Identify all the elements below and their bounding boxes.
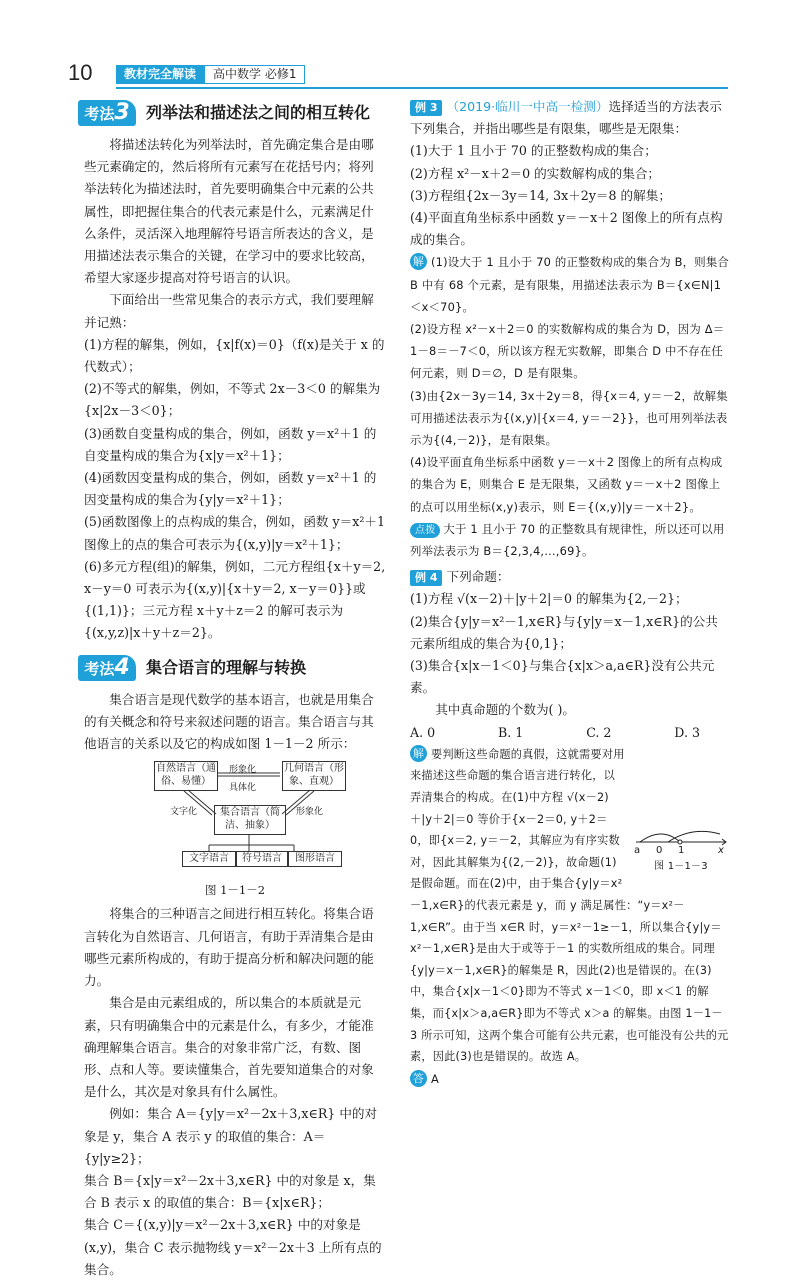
m3-item: (1)方程的解集，例如，{x|f(x)＝0}（f(x)是关于 x 的代数式）； [84,336,385,375]
m4-example-2: 集合 B＝{x|y＝x²－2x＋3,x∈R} 中的对象是 x，集合 B 表示 x 的取值的集合：B＝{x|x∈R}； [84,1172,376,1211]
text-language-box: 文字语言 [182,851,236,867]
example-3-label: 例 3 [410,100,442,116]
ex4-question: 其中真命题的个数为( )。 [435,702,575,718]
arrow-label-right: 形象化 [296,807,324,818]
method4-badge: 考法4 [78,655,136,681]
set-language-box: 集合语言（简洁、抽象） [214,805,286,835]
m3-item-6: (6)多元方程(组)的解集，例如，二元方程组{x＋y＝2, x－y＝0 可表示为{(x,y)|{x＋y＝2, x－y＝0}}或{(1,1)}；三元方程 x＋y＋z＝2 的解可表示为{(x,y,z)|x＋y＋z＝2}。 [84,558,386,641]
method3-title: 列举法和描述法之间的相互转化 [146,103,371,122]
ex4-item: (1)方程 √(x－2)＋|y＋2|＝0 的解集为{2,－2}； [410,591,688,607]
ex4-item: (3)集合{x|x－1＜0}与集合{x|x＞a,a∈R}没有公共元素。 [410,658,715,696]
m4-example-3: 集合 C＝{(x,y)|y＝x²－2x＋3,x∈R} 中的对象是(x,y)，集合 C 表示抛物线 y＝x²－2x＋3 上所有点的集合。 [84,1217,382,1277]
m3-paragraph-2: 下面给出一些常见集合的表示方式，我们要理解并记熟： [84,292,374,330]
m3-item: (3)函数自变量构成的集合，例如，函数 y＝x²＋1 的自变量构成的集合为{x|y＝x²＋1}； [84,425,377,463]
ex3-solution-step: (2)设方程 x²－x＋2＝0 的实数解构成的集合为 D，因为 Δ＝1－8＝－7＜0，所以该方程无实数解，即集合 D 中不存在任何元素，则 D＝∅，D 是有限集。 [410,322,725,381]
nl-label-zero: 0 [656,844,663,856]
ex3-solution-step: (3)由{2x－3y＝14, 3x＋2y＝8，得{x＝4, y＝－2，故解集可用描述法表示为{(x,y)|{x＝4, y＝－2}}，也可用列举法表示为{(4,－2)}，是有限集。 [410,388,728,448]
ex4-item: (2)集合{y|y＝x²－1,x∈R}与{y|y＝x－1,x∈R}的公共元素所组成的集合为{0,1}； [410,613,718,651]
solution-mark: 解 [410,745,427,762]
ex3-item: (4)平面直角坐标系中函数 y＝－x＋2 图像上的所有点构成的集合。 [410,210,723,248]
m4-example-1: 例如：集合 A＝{y|y＝x²－2x＋3,x∈R} 中的对象是 y，集合 A 表示 y 的取值的集合：A＝{y|y≥2}； [84,1106,378,1166]
number-line-figure [632,824,730,874]
example-3-solution: 解 (1)设大于 1 且小于 70 的正整数构成的集合为 B，则集合 B 中有 68 个元素，是有限集，用描述法表示为 B＝{x∈N|1＜x＜70}。 (2)设方程 x²－x＋2＝0 的实数解构成的集合为 D，因为 Δ＝1－8＝－7＜0，所以该方程无实数解，即集合 D 中不存在任何元素，则 D＝∅，D 是有限集。 (3)由{2x－3y＝14, 3x＋2y＝8，得{x＝4, y＝－2，故解集可用描述法表示为{(x,y)|{x＝4, y＝－2}}，也可用列举法表示为{(4,－2)}，是有限集。 (4)设平面直角坐标系中函数 y＝－x＋2 图像上的所有点构成的集合为 E，则集合 E 是无限集，又函数 y＝－x＋2 图像上的点可以用坐标(x,y)表示，则 E＝{(x,y)|y＝－x＋2}。 点拨 大于 1 且小于 70 的正整数具有规律性，所以还可以用列举法表示为 B＝{2,3,4,…,69}。 [410,255,730,559]
right-column [410,96,730,1090]
nl-label-one: 1 [678,844,685,856]
book-title-tag: 教材完全解读 [116,65,204,84]
ex4-answer: A [431,1071,439,1086]
m4-paragraph-2: 将集合的三种语言之间进行相互转化。将集合语言转化为自然语言、几何语言，有助于弄清集合是由哪些元素所构成的，有助于提高分析和解决问题的能力。 [84,906,374,989]
choice-c: C. 2 [586,724,612,740]
figure-caption-1-1-3: 图 1－1－3 [654,860,708,872]
language-diagram [84,759,386,877]
example-4-label: 例 4 [410,570,442,586]
m3-paragraph-1: 将描述法转化为列举法时，首先确定集合是由哪些元素确定的，然后将所有元素写在花括号内；将列举法转化为描述法时，首先要明确集合中元素的公共属性，即把握住集合的代表元素是什么，元素满足什么条件，灵活深入地理解符号语言所表达的含义，是用描述法表示集合的关键，在学习中的要求比较高，希望大家逐步提高对符号语言的认识。 [84,137,374,286]
arrow-label-top2: 具体化 [229,783,257,794]
subject-tag: 高中数学 必修1 [204,65,305,84]
ex4-choices [410,722,730,744]
example-4-stem: 例 4 下列命题： [410,566,730,588]
nl-label-x: x [718,844,725,856]
ex3-item: (1)大于 1 且小于 70 的正整数构成的集合； [410,143,657,159]
answer-mark: 答 [410,1070,427,1087]
graphic-language-box: 图形语言 [288,851,342,867]
header-rule [116,87,728,89]
tip-label: 点拨 [410,523,440,538]
solution-mark: 解 [410,253,427,270]
nl-label-a: a [634,844,641,856]
ex3-item: (3)方程组{2x－3y＝14, 3x＋2y＝8 的解集； [410,187,671,203]
ex3-item: (2)方程 x²－x＋2＝0 的实数解构成的集合； [410,165,661,181]
example-4-solution [410,744,730,1090]
choice-b: B. 1 [498,724,524,740]
m3-item: (2)不等式的解集，例如，不等式 2x－3＜0 的解集为{x|2x－3＜0}； [84,381,381,419]
method3-badge: 考法3 [78,100,136,126]
example-3-stem: 例 3 （2019·临川一中高一检测）选择适当的方法表示下列集合，并指出哪些是有限集，哪些是无限集： [410,99,722,137]
m4-paragraph-1: 集合语言是现代数学的基本语言，也就是用集合的有关概念和符号来叙述问题的语言。集合语言与其他语言的关系以及它的构成如图 1－1－2 所示： [84,691,374,752]
ex4-solution-text: 要判断这些命题的真假，这就需要对用来描述这些命题的集合语言进行转化，以弄清集合的构成。在(1)中方程 √(x－2)＋|y＋2|＝0 等价于{x－2＝0, y＋2＝0，即{x＝2, y＝－2，其解应为有序实数对，因此其解集为{(2,－2)}，故命题(1)是假命题。而在(2)中，由于集合{y|y＝x²－1,x∈R}的代表元素是 y，而 y 满足属性：“y＝x²－1,x∈R”。由于当 x∈R 时，y＝x²－1≥－1，所以集合{y|y＝x²－1,x∈R}是由大于或等于－1 的实数所组成的集合。同理{y|y＝x－1,x∈R}的解集是 R，因此(2)也是错误的。在(3)中，集合{x|x－1＜0}即为不等式 x－1＜0，即 x＜1 的解集，而{x|x＞a,a∈R}即为不等式 x＞a 的解集。由图 1－1－3 所示可知，这两个集合可能有公共元素，也可能没有公共的元素，因此(3)也是错误的。故选 A。 [410,747,729,1064]
choice-d: D. 3 [674,724,700,740]
tip-text: 大于 1 且小于 70 的正整数具有规律性，所以还可以用列举法表示为 B＝{2,3,4,…,69}。 [410,521,725,559]
page-number: 10 [68,60,93,85]
method3-heading [78,98,386,128]
method4-title: 集合语言的理解与转换 [146,657,307,677]
m3-item: (4)函数因变量构成的集合，例如，函数 y＝x²＋1 的因变量构成的集合为{y|y＝x²＋1}； [84,470,377,508]
symbol-language-box: 符号语言 [236,851,288,867]
method4-heading [78,653,386,683]
arrow-label-left: 文字化 [170,807,198,818]
choice-a: A. 0 [410,724,436,740]
figure-caption-1-1-2: 图 1－1－2 [204,883,266,898]
arrow-label-top: 形象化 [229,765,257,776]
example-3-source: （2019·临川一中高一检测） [446,99,609,114]
m4-paragraph-3: 集合是由元素组成的，所以集合的本质就是元素，只有明确集合中的元素是什么，有多少，才能准确理解集合语言。集合的对象非常广泛，有数、图形、点和人等。要读懂集合，首先要知道集合的对象是什么，其次是对象具有什么属性。 [84,995,374,1100]
page-header [68,62,728,88]
left-column [84,96,386,1281]
natural-language-box: 自然语言（通俗、易懂） [154,761,218,791]
m3-item: (5)函数图像上的点构成的集合，例如，函数 y＝x²＋1 图像上的点的集合可表示为{(x,y)|y＝x²＋1}； [84,514,385,552]
geometric-language-box: 几何语言（形象、直观） [282,761,346,791]
ex3-solution-step: (4)设平面直角坐标系中函数 y＝－x＋2 图像上的所有点构成的集合为 E，则集合 E 是无限集，又函数 y＝－x＋2 图像上的点可以用坐标(x,y)表示，则 E＝{(x,y)|y＝－x＋2}。 [410,455,723,514]
